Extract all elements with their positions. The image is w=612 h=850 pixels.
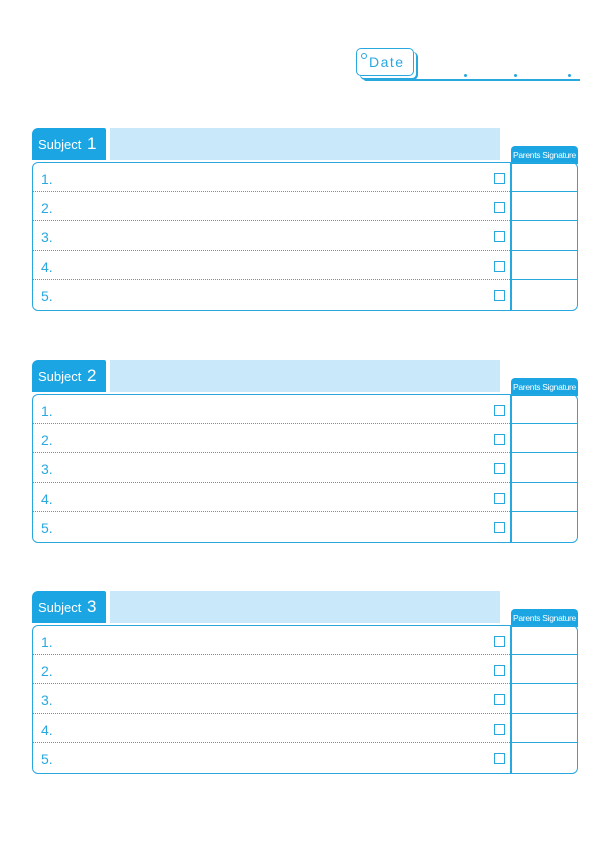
row-number: 3. [41,692,53,709]
parents-signature-cell[interactable] [512,163,577,192]
subject-name-field[interactable] [110,128,500,160]
parents-signature-cell[interactable] [512,512,577,541]
date-separator-dot [514,74,517,77]
row-number: 4. [41,258,53,275]
parents-signature-cell[interactable] [512,483,577,512]
homework-table [32,394,578,543]
checkbox[interactable] [494,290,505,301]
subject-name-field[interactable] [110,591,500,623]
subject-number: 3 [87,597,97,616]
date-tag [356,48,414,76]
subject-tab [32,128,106,160]
row-number: 1. [41,403,53,419]
date-block [356,48,580,88]
tag-hole-icon [361,53,367,59]
homework-row [33,655,577,684]
date-separator-dot [568,74,571,77]
subject-section-1 [32,128,580,314]
parents-signature-cell[interactable] [512,743,577,772]
checkbox[interactable] [494,173,505,184]
subject-tab [32,591,106,623]
row-number: 4. [41,721,53,738]
row-number: 5. [41,519,53,536]
homework-row [33,163,577,192]
checkbox[interactable] [494,665,505,676]
row-number: 2. [41,663,53,680]
parents-signature-cell[interactable] [512,280,577,309]
parents-signature-cell[interactable] [512,192,577,221]
checkbox[interactable] [494,522,505,533]
homework-row [33,221,577,250]
row-number: 4. [41,490,53,507]
parents-signature-cell[interactable] [512,684,577,713]
homework-row [33,192,577,221]
homework-row [33,395,577,424]
checkbox[interactable] [494,434,505,445]
row-number: 3. [41,461,53,478]
row-number: 2. [41,200,53,217]
checkbox[interactable] [494,463,505,474]
date-label: Date [369,54,405,70]
parents-signature-cell[interactable] [512,453,577,482]
parents-signature-cell[interactable] [512,221,577,250]
homework-row [33,453,577,482]
homework-row [33,714,577,743]
row-number: 1. [41,634,53,650]
row-number: 5. [41,287,53,304]
checkbox[interactable] [494,231,505,242]
subject-name-field[interactable] [110,360,500,392]
parents-signature-cell[interactable] [512,714,577,743]
row-number: 3. [41,229,53,246]
parents-signature-cell[interactable] [512,626,577,655]
parents-signature-header: Parents Signature [511,609,578,627]
homework-row [33,280,577,309]
homework-row [33,512,577,541]
subject-label: Subject [38,137,82,152]
parents-signature-cell[interactable] [512,251,577,280]
subject-label: Subject [38,600,82,615]
checkbox[interactable] [494,261,505,272]
row-number: 5. [41,750,53,767]
subject-section-3 [32,591,580,777]
date-separator-dot [464,74,467,77]
date-line[interactable] [364,79,580,81]
checkbox[interactable] [494,405,505,416]
checkbox[interactable] [494,493,505,504]
checkbox[interactable] [494,753,505,764]
checkbox[interactable] [494,724,505,735]
subject-tab [32,360,106,392]
subject-label: Subject [38,369,82,384]
checkbox[interactable] [494,636,505,647]
subject-section-2 [32,360,580,546]
parents-signature-cell[interactable] [512,655,577,684]
parents-signature-header: Parents Signature [511,146,578,164]
parents-signature-cell[interactable] [512,424,577,453]
subject-number: 2 [87,366,97,385]
homework-row [33,626,577,655]
homework-row [33,743,577,772]
checkbox[interactable] [494,202,505,213]
homework-row [33,424,577,453]
parents-signature-cell[interactable] [512,395,577,424]
row-number: 1. [41,171,53,187]
subject-number: 1 [87,134,97,153]
homework-table [32,625,578,774]
row-number: 2. [41,432,53,449]
parents-signature-header: Parents Signature [511,378,578,396]
checkbox[interactable] [494,694,505,705]
homework-table [32,162,578,311]
homework-row [33,251,577,280]
homework-row [33,684,577,713]
homework-row [33,483,577,512]
